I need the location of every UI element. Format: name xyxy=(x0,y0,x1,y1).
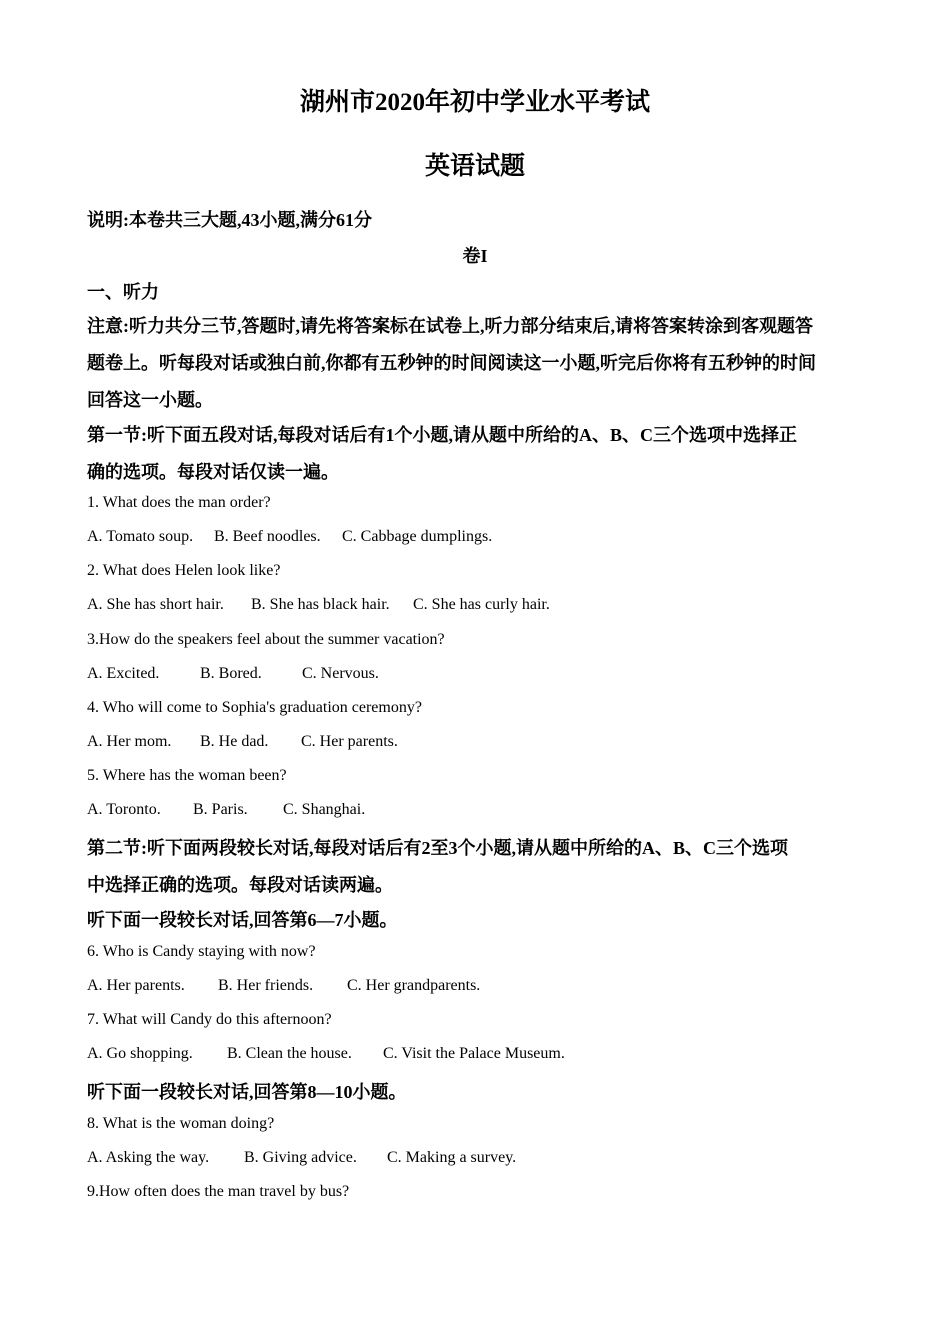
option-b: B. Beef noodles. xyxy=(214,528,321,545)
option-a: A. Her mom. xyxy=(87,733,172,750)
option-c: C. She has curly hair. xyxy=(413,596,550,613)
option-b: B. Paris. xyxy=(193,801,248,818)
section1-line-2: 确的选项。每段对话仅读一遍。 xyxy=(87,462,339,482)
question-7-options xyxy=(87,1045,565,1063)
section2-line-2: 中选择正确的选项。每段对话读两遍。 xyxy=(87,875,393,895)
option-c: C. Her grandparents. xyxy=(347,977,481,994)
option-a: A. Tomato soup. xyxy=(87,528,194,545)
question-1: 1. What does the man order? xyxy=(87,494,271,511)
question-5: 5. Where has the woman been? xyxy=(87,767,287,784)
option-c: C. Visit the Palace Museum. xyxy=(383,1045,565,1062)
question-5-options xyxy=(87,801,365,819)
part-heading-listening: 一、听力 xyxy=(87,282,159,302)
option-a: A. Excited. xyxy=(87,665,160,682)
option-c: C. Cabbage dumplings. xyxy=(342,528,493,545)
question-2-options xyxy=(87,596,550,614)
dialog-1-intro: 听下面一段较长对话,回答第6—7小题。 xyxy=(87,910,398,930)
option-a: A. Her parents. xyxy=(87,977,185,994)
option-b: B. He dad. xyxy=(200,733,269,750)
question-3: 3.How do the speakers feel about the summer vacation? xyxy=(87,631,445,648)
question-1-options xyxy=(87,528,492,546)
question-4: 4. Who will come to Sophia's graduation ceremony? xyxy=(87,699,422,716)
option-a: A. Asking the way. xyxy=(87,1149,210,1166)
question-2: 2. What does Helen look like? xyxy=(87,562,281,579)
option-c: C. Her parents. xyxy=(301,733,398,750)
option-b: B. Her friends. xyxy=(218,977,314,994)
option-b: B. Clean the house. xyxy=(227,1045,352,1062)
option-a: A. Toronto. xyxy=(87,801,161,818)
question-6-options xyxy=(87,977,480,995)
note-line-1: 注意:听力共分三节,答题时,请先将答案标在试卷上,听力部分结束后,请将答案转涂到客观题答 xyxy=(87,316,813,336)
option-c: C. Making a survey. xyxy=(387,1149,517,1166)
option-a: A. She has short hair. xyxy=(87,596,224,613)
section2-line-1: 第二节:听下面两段较长对话,每段对话后有2至3个小题,请从题中所给的A、B、C三个选项 xyxy=(87,838,788,858)
question-9: 9.How often does the man travel by bus? xyxy=(87,1183,350,1200)
option-c: C. Shanghai. xyxy=(283,801,366,818)
question-8-options xyxy=(87,1149,516,1167)
dialog-2-intro: 听下面一段较长对话,回答第8—10小题。 xyxy=(87,1082,407,1102)
exam-title: 湖州市2020年初中学业水平考试 xyxy=(299,89,650,116)
note-line-2: 题卷上。听每段对话或独白前,你都有五秒钟的时间阅读这一小题,听完后你将有五秒钟的时间 xyxy=(87,353,816,373)
note-line-3: 回答这一小题。 xyxy=(87,390,213,410)
section1-line-1: 第一节:听下面五段对话,每段对话后有1个小题,请从题中所给的A、B、C三个选项中选择正 xyxy=(87,425,797,445)
question-6: 6. Who is Candy staying with now? xyxy=(87,943,316,960)
exam-instruction: 说明:本卷共三大题,43小题,满分61分 xyxy=(87,210,372,230)
option-b: B. She has black hair. xyxy=(251,596,390,613)
question-8: 8. What is the woman doing? xyxy=(87,1115,275,1132)
exam-subtitle: 英语试题 xyxy=(424,153,525,180)
option-b: B. Giving advice. xyxy=(244,1149,357,1166)
question-7: 7. What will Candy do this afternoon? xyxy=(87,1011,332,1028)
option-c: C. Nervous. xyxy=(302,665,379,682)
question-4-options xyxy=(87,733,398,751)
question-3-options xyxy=(87,665,379,683)
volume-label: 卷I xyxy=(462,246,488,266)
option-a: A. Go shopping. xyxy=(87,1045,193,1062)
option-b: B. Bored. xyxy=(200,665,262,682)
